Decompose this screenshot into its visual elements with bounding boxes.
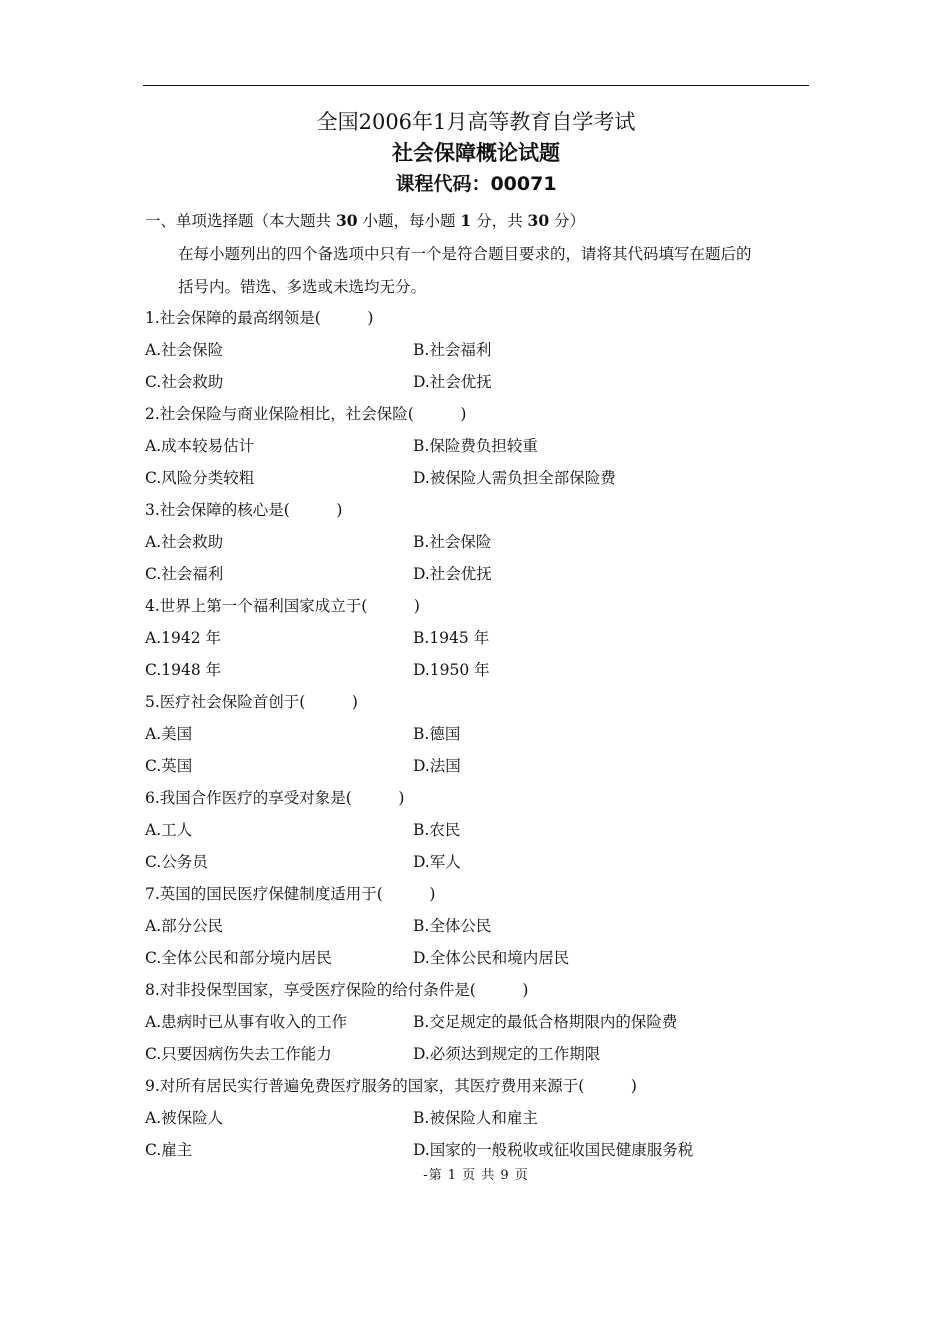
- option-d: D.1950 年: [413, 661, 490, 679]
- subject-title: 社会保障概论试题: [392, 141, 560, 165]
- section-title: 一、单项选择题（本大题共 30 小题，每小题 1 分，共 30 分）: [145, 211, 586, 230]
- question-stem: 3.社会保障的核心是( ): [145, 501, 343, 519]
- option-c: C.社会救助: [145, 373, 224, 391]
- option-b: B.交足规定的最低合格期限内的保险费: [413, 1013, 678, 1031]
- option-c: C.风险分类较粗: [145, 469, 255, 487]
- question-stem: 7.英国的国民医疗保健制度适用于( ): [145, 885, 436, 903]
- question-stem: 5.医疗社会保险首创于( ): [145, 693, 358, 711]
- option-b: B.农民: [413, 821, 461, 839]
- option-c: C.社会福利: [145, 565, 224, 583]
- option-b: B.被保险人和雇主: [413, 1109, 538, 1127]
- option-c: C.全体公民和部分境内居民: [145, 949, 332, 967]
- top-rule: [143, 85, 809, 86]
- option-a: A.被保险人: [145, 1109, 224, 1127]
- question-stem: 4.世界上第一个福利国家成立于( ): [145, 597, 420, 615]
- option-a: A.社会保险: [145, 341, 224, 359]
- option-c: C.只要因病伤失去工作能力: [145, 1045, 332, 1063]
- question-stem: 2.社会保险与商业保险相比，社会保险( ): [145, 405, 467, 423]
- option-c: C.公务员: [145, 853, 208, 871]
- option-c: C.1948 年: [145, 661, 222, 679]
- section-instruction: 括号内。错选、多选或未选均无分。: [178, 278, 427, 296]
- option-d: D.法国: [413, 757, 461, 775]
- option-b: B.1945 年: [413, 629, 490, 647]
- option-a: A.部分公民: [145, 917, 224, 935]
- page-footer: -第 1 页 共 9 页: [423, 1168, 529, 1183]
- option-c: C.雇主: [145, 1141, 193, 1159]
- course-code: 课程代码：00071: [395, 173, 557, 195]
- option-d: D.社会优抚: [413, 373, 492, 391]
- option-b: B.社会保险: [413, 533, 492, 551]
- option-c: C.英国: [145, 757, 193, 775]
- option-b: B.全体公民: [413, 917, 492, 935]
- option-d: D.军人: [413, 853, 461, 871]
- option-d: D.全体公民和境内居民: [413, 949, 570, 967]
- option-a: A.社会救助: [145, 533, 224, 551]
- section-instruction: 在每小题列出的四个备选项中只有一个是符合题目要求的，请将其代码填写在题后的: [178, 245, 752, 263]
- option-d: D.国家的一般税收或征收国民健康服务税: [413, 1141, 694, 1159]
- option-d: D.必须达到规定的工作期限: [413, 1045, 601, 1063]
- option-a: A.工人: [145, 821, 193, 839]
- question-stem: 9.对所有居民实行普遍免费医疗服务的国家，其医疗费用来源于( ): [145, 1077, 637, 1095]
- question-stem: 8.对非投保型国家，享受医疗保险的给付条件是( ): [145, 981, 529, 999]
- option-d: D.被保险人需负担全部保险费: [413, 469, 616, 487]
- exam-title: 全国2006年1月高等教育自学考试: [316, 110, 636, 134]
- option-b: B.社会福利: [413, 341, 492, 359]
- question-stem: 6.我国合作医疗的享受对象是( ): [145, 789, 405, 807]
- question-stem: 1.社会保障的最高纲领是( ): [145, 309, 374, 327]
- option-a: A.患病时已从事有收入的工作: [145, 1013, 348, 1031]
- option-a: A.成本较易估计: [145, 437, 255, 455]
- option-a: A.1942 年: [145, 629, 221, 647]
- option-d: D.社会优抚: [413, 565, 492, 583]
- option-b: B.德国: [413, 725, 461, 743]
- option-b: B.保险费负担较重: [413, 437, 538, 455]
- option-a: A.美国: [145, 725, 193, 743]
